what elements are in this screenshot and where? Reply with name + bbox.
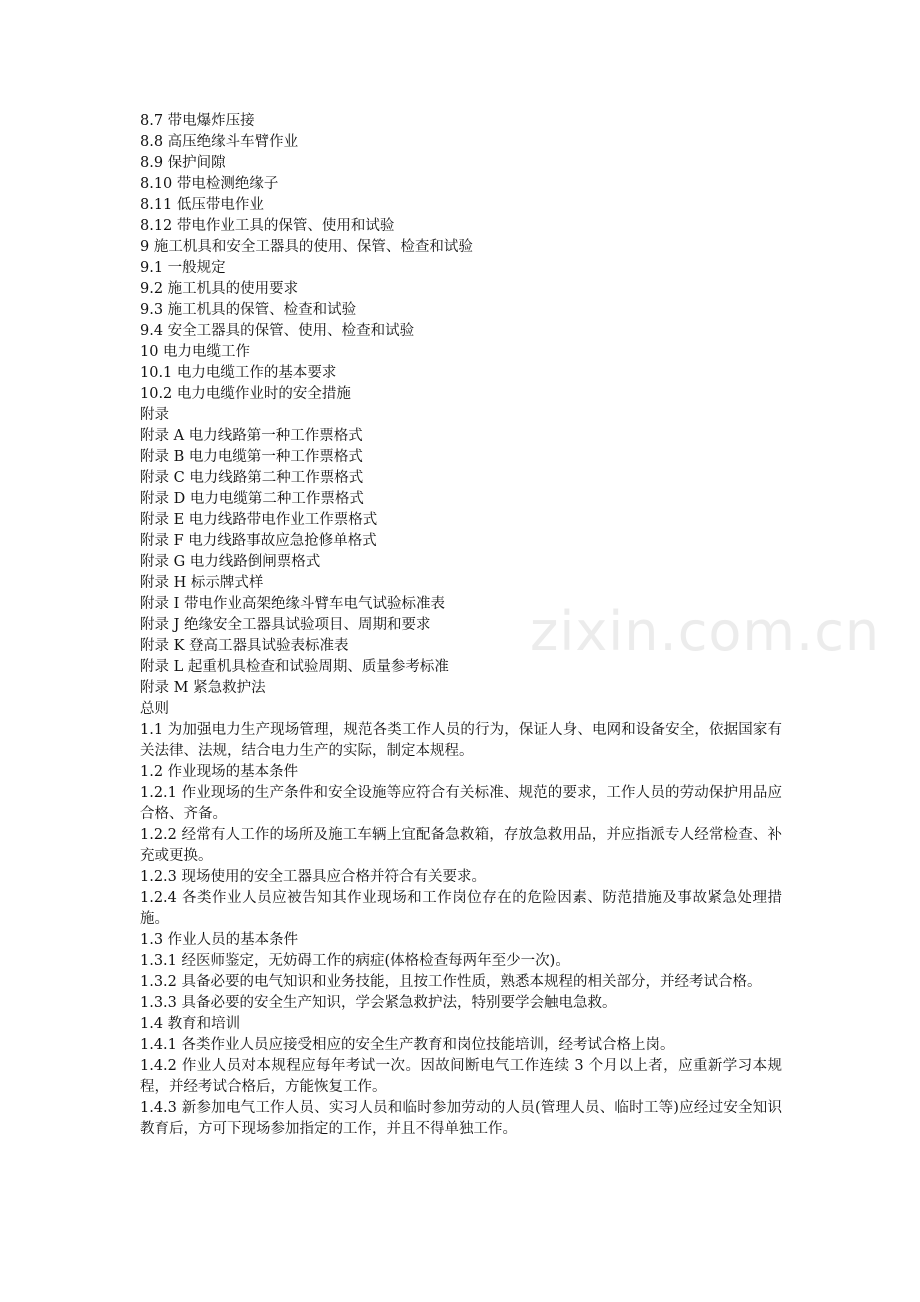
clause-paragraph: 1.3.3 具备必要的安全生产知识，学会紧急救护法，特别要学会触电急救。 — [140, 995, 617, 1011]
section-heading: 总则 — [140, 701, 169, 717]
toc-item: 附录 G 电力线路倒闸票格式 — [140, 554, 321, 570]
toc-item: 附录 L 起重机具检查和试验周期、质量参考标准 — [140, 659, 449, 675]
clause-paragraph: 1.4.3 新参加电气工作人员、实习人员和临时参加劳动的人员(管理人员、临时工等)应经过安全知识教育后，方可下现场参加指定的工作，并且不得单独工作。 — [140, 1100, 782, 1137]
toc-item: 8.10 带电检测绝缘子 — [140, 176, 279, 192]
section-heading: 1.3 作业人员的基本条件 — [140, 932, 299, 948]
document-body — [140, 699, 782, 1140]
toc-item: 10 电力电缆工作 — [140, 344, 251, 360]
toc-item: 附录 B 电力电缆第一种工作票格式 — [140, 449, 363, 465]
clause-paragraph: 1.3.2 具备必要的电气知识和业务技能，且按工作性质，熟悉本规程的相关部分，并经考试合格。 — [140, 974, 762, 990]
toc-item: 附录 I 带电作业高架绝缘斗臂车电气试验标准表 — [140, 596, 445, 612]
toc-item: 9.4 安全工器具的保管、使用、检查和试验 — [140, 323, 415, 339]
toc-item: 10.1 电力电缆工作的基本要求 — [140, 365, 337, 381]
clause-paragraph: 1.2.3 现场使用的安全工器具应合格并符合有关要求。 — [140, 869, 487, 885]
toc-item: 8.9 保护间隙 — [140, 155, 226, 171]
toc-item: 8.7 带电爆炸压接 — [140, 113, 255, 129]
toc-item: 9.3 施工机具的保管、检查和试验 — [140, 302, 357, 318]
clause-paragraph: 1.3.1 经医师鉴定，无妨碍工作的病症(体格检查每两年至少一次)。 — [140, 953, 570, 969]
toc-item: 附录 A 电力线路第一种工作票格式 — [140, 428, 363, 444]
toc-item: 8.12 带电作业工具的保管、使用和试验 — [140, 218, 395, 234]
clause-paragraph: 1.1 为加强电力生产现场管理，规范各类工作人员的行为，保证人身、电网和设备安全，依据国家有关法律、法规，结合电力生产的实际，制定本规程。 — [140, 722, 782, 759]
watermark-text: zixin.com.cn — [530, 600, 881, 663]
clause-paragraph: 1.2.2 经常有人工作的场所及施工车辆上宜配备急救箱，存放急救用品，并应指派专人经常检查、补充或更换。 — [140, 827, 782, 864]
toc-item: 附录 D 电力电缆第二种工作票格式 — [140, 491, 364, 507]
clause-paragraph: 1.2.4 各类作业人员应被告知其作业现场和工作岗位存在的危险因素、防范措施及事故紧急处理措施。 — [140, 890, 782, 927]
clause-paragraph: 1.4.2 作业人员对本规程应每年考试一次。因故间断电气工作连续 3 个月以上者，应重新学习本规程，并经考试合格后，方能恢复工作。 — [140, 1058, 782, 1095]
document-page — [140, 111, 782, 1140]
toc-item: 8.8 高压绝缘斗车臂作业 — [140, 134, 299, 150]
toc-item: 附录 J 绝缘安全工器具试验项目、周期和要求 — [140, 617, 431, 633]
toc-item: 10.2 电力电缆作业时的安全措施 — [140, 386, 351, 402]
toc-item: 附录 M 紧急救护法 — [140, 680, 266, 696]
toc-item: 附录 C 电力线路第二种工作票格式 — [140, 470, 364, 486]
clause-paragraph: 1.4.1 各类作业人员应接受相应的安全生产教育和岗位技能培训，经考试合格上岗。 — [140, 1037, 675, 1053]
clause-paragraph: 1.2.1 作业现场的生产条件和安全设施等应符合有关标准、规范的要求，工作人员的劳动保护用品应合格、齐备。 — [140, 785, 782, 822]
toc-item: 9.2 施工机具的使用要求 — [140, 281, 299, 297]
toc-item: 附录 F 电力线路事故应急抢修单格式 — [140, 533, 377, 549]
table-of-contents — [140, 111, 782, 699]
toc-item: 附录 E 电力线路带电作业工作票格式 — [140, 512, 378, 528]
toc-item: 9 施工机具和安全工器具的使用、保管、检查和试验 — [140, 239, 473, 255]
toc-item: 附录 — [140, 407, 169, 423]
section-heading: 1.2 作业现场的基本条件 — [140, 764, 299, 780]
toc-item: 8.11 低压带电作业 — [140, 197, 264, 213]
section-heading: 1.4 教育和培训 — [140, 1016, 241, 1032]
toc-item: 9.1 一般规定 — [140, 260, 226, 276]
toc-item: 附录 K 登高工器具试验表标准表 — [140, 638, 349, 654]
toc-item: 附录 H 标示牌式样 — [140, 575, 264, 591]
